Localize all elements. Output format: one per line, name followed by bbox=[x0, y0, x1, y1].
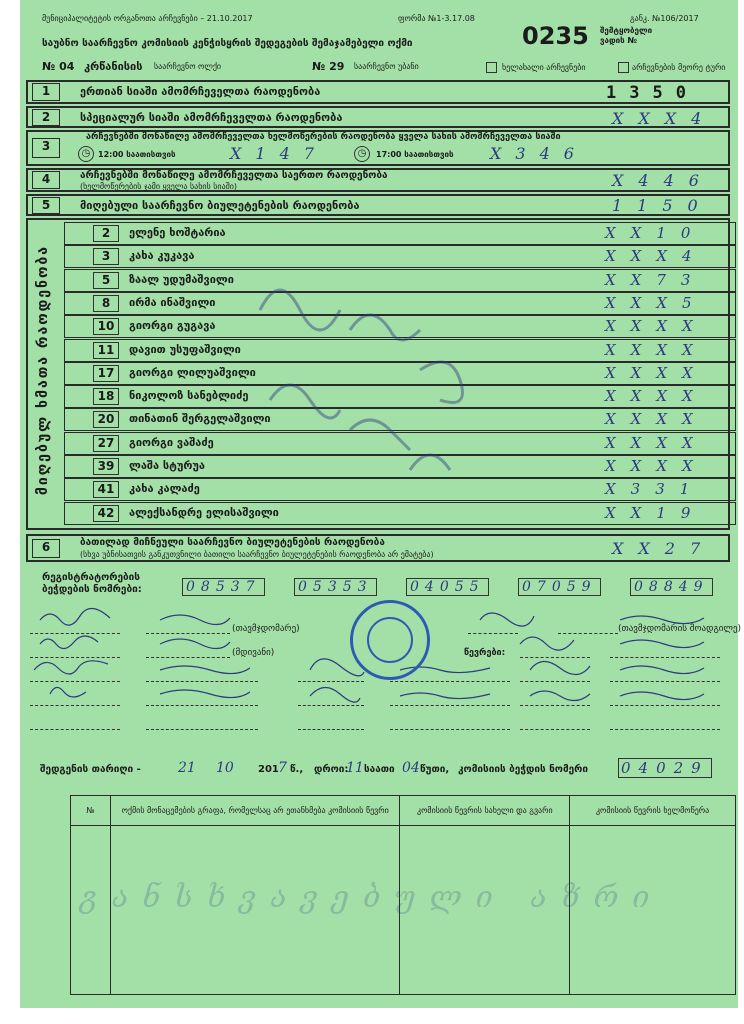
row-1-number: 1 bbox=[32, 83, 60, 101]
date-label: შედგენის თარიღი - bbox=[40, 764, 141, 775]
runoff-checkbox[interactable] bbox=[618, 62, 629, 73]
protocol-sheet bbox=[20, 0, 742, 1008]
date-year-suffix: 7 bbox=[278, 760, 287, 776]
runoff-label: არჩევნების მეორე ტური bbox=[632, 63, 726, 72]
registration-number-box bbox=[294, 578, 377, 596]
registration-label-2: ბეჭდების ნომრები: bbox=[42, 584, 142, 595]
row-5-value: 1150 bbox=[612, 196, 713, 215]
candidate-name: ზაალ უდუმაშვილი bbox=[129, 272, 234, 286]
row-6-number: 6 bbox=[32, 539, 60, 558]
candidate-number: 20 bbox=[93, 411, 119, 428]
row-2-value: XXX4 bbox=[612, 109, 717, 128]
precinct-number: № 29 bbox=[312, 60, 345, 73]
dissent-watermark: განსხვავებული აზრი bbox=[80, 880, 664, 915]
row-4-label: არჩევნებში მონაწილე ამომრჩეველთა საერთო რაოდენობა bbox=[80, 170, 388, 181]
candidate-number: 3 bbox=[93, 248, 119, 265]
date-year-prefix: 201 bbox=[258, 764, 279, 775]
time-2-icon: ◷ bbox=[354, 146, 370, 162]
members-label: წევრები: bbox=[464, 648, 506, 658]
table-header-signature: კომისიის წევრის ხელმოწერა bbox=[570, 796, 736, 826]
table-header-number: № bbox=[71, 796, 111, 826]
row-5 bbox=[26, 194, 730, 216]
candidate-name: ელენე ხოშტარია bbox=[129, 226, 226, 239]
candidate-number: 18 bbox=[93, 388, 119, 405]
registration-number-box bbox=[406, 578, 489, 596]
candidate-name: გიორგი ვაშაძე bbox=[129, 435, 214, 449]
candidate-name: კახა კალაძე bbox=[129, 482, 200, 496]
registration-number: 08849 bbox=[630, 578, 713, 596]
row-4-sublabel: (ხელმოწერების ჯამი ყველა სახის სიაში) bbox=[80, 182, 238, 191]
candidate-number: 27 bbox=[93, 435, 119, 452]
candidate-votes: XXXX bbox=[605, 433, 708, 452]
overlay-handwriting-text bbox=[380, 440, 393, 442]
secretary-label: (მდივანი) bbox=[232, 648, 275, 658]
candidate-number: 17 bbox=[93, 365, 119, 382]
candidate-name: გიორგი გუგავა bbox=[129, 319, 216, 333]
row-3-number: 3 bbox=[32, 138, 60, 158]
row-4-number: 4 bbox=[32, 171, 60, 189]
registration-number-box bbox=[182, 578, 265, 596]
candidate-number: 42 bbox=[93, 505, 119, 522]
candidate-votes: XX10 bbox=[605, 224, 706, 242]
candidate-name: ირმა ინაშვილი bbox=[129, 295, 216, 309]
org-line: მუნიციპალიტეტის ორგანოთა არჩევნები – 21.10.2017 bbox=[42, 14, 253, 23]
decree-number: განკ. №106/2017 bbox=[630, 14, 699, 23]
registration-number: 05353 bbox=[294, 578, 377, 596]
row-2-label: სპეციალურ სიაში ამომრჩეველთა რაოდენობა bbox=[80, 111, 343, 124]
repeat-election-label: ხელახალი არჩევნები bbox=[502, 63, 586, 72]
candidate-row bbox=[64, 222, 736, 245]
registration-number-box bbox=[630, 578, 713, 596]
candidate-name: თინათინ შერგელაშვილი bbox=[129, 412, 271, 426]
candidate-name: ნიკოლოზ სანებლიძე bbox=[129, 389, 249, 403]
candidate-votes: XXX5 bbox=[605, 293, 707, 312]
row-1-value: 1350 bbox=[606, 83, 699, 103]
chair-label: (თავმჯდომარე) bbox=[232, 624, 300, 634]
candidate-votes: XXXX bbox=[605, 363, 708, 382]
table-header-field: ოქმის მონაცემების გრაფა, რომელსაც არ ეთანხმება კომისიის წევრი bbox=[110, 796, 400, 826]
row-6-sublabel: (სხვა უბნისათვის განკუთვნილი ბათილი საარჩევნო ბიულეტენების რაოდენობა არ ემატება) bbox=[80, 550, 434, 559]
form-number: ფორმა №1-3.17.08 bbox=[398, 14, 475, 23]
deputy-label: (თავმჯდომარის მოადგილე) bbox=[618, 624, 742, 634]
candidate-votes: X331 bbox=[605, 480, 705, 499]
row-3 bbox=[26, 130, 730, 166]
candidate-votes: XX19 bbox=[605, 503, 706, 522]
candidate-name: ლაშა სტურუა bbox=[129, 459, 206, 472]
registration-label-1: რეგისტრატორების bbox=[42, 572, 140, 583]
candidate-votes: XX73 bbox=[605, 270, 706, 289]
candidate-number: 41 bbox=[93, 481, 119, 498]
row-3-value-1: X147 bbox=[230, 144, 328, 163]
row-2-number: 2 bbox=[32, 109, 60, 126]
row-4 bbox=[26, 168, 730, 192]
candidate-number: 2 bbox=[93, 225, 119, 242]
registration-number-box bbox=[518, 578, 601, 596]
overlay-handwriting-mark bbox=[200, 250, 530, 510]
row-3-label: არჩევნებში მონაწილე ამომრჩეველთა ხელმოწერების რაოდენობა ყველა სახის ამომრჩეველთა სიაში bbox=[86, 132, 561, 142]
registration-number: 04055 bbox=[406, 578, 489, 596]
row-6 bbox=[26, 534, 730, 562]
row-6-label: ბათილად მიჩნეული საარჩევნო ბიულეტენების რაოდენობა bbox=[80, 537, 385, 548]
commission-stamp bbox=[350, 600, 430, 680]
row-5-label: მიღებული საარჩევნო ბიულეტენების რაოდენობა bbox=[80, 199, 360, 212]
protocol-title: საუბნო საარჩევნო კომისიის კენჭისყრის შედეგების შემაჯამებელი ოქმი bbox=[42, 38, 413, 49]
candidate-name: გიორგი ლილუაშვილი bbox=[129, 365, 256, 379]
row-3-time-1: 12:00 საათისთვის bbox=[98, 150, 176, 159]
seal-label: შემტყობელი ვადის № bbox=[600, 26, 653, 45]
row-5-number: 5 bbox=[32, 197, 60, 214]
time-label: დროი: bbox=[314, 764, 349, 775]
district-suffix: საარჩევნო ოლქი bbox=[154, 62, 222, 71]
time-minute-suffix: წუთი, bbox=[420, 764, 450, 775]
candidate-number: 8 bbox=[93, 295, 119, 312]
table-header-name: კომისიის წევრის სახელი და გვარი bbox=[400, 796, 570, 826]
protocol-number: 0235 bbox=[522, 22, 589, 50]
seal-number-label: კომისიის ბეჭდის ნომერი bbox=[458, 764, 589, 775]
row-1-label: ერთიან სიაში ამომრჩეველთა რაოდენობა bbox=[80, 85, 321, 98]
votes-sidebar-label: მიღებულ ხმათა რაოდენობა bbox=[35, 244, 51, 496]
date-year-tail: წ., bbox=[290, 764, 304, 775]
row-6-value: XX27 bbox=[612, 539, 716, 558]
candidate-number: 39 bbox=[93, 458, 119, 475]
candidate-number: 10 bbox=[93, 318, 119, 335]
row-3-time-2: 17:00 საათისთვის bbox=[376, 150, 454, 159]
row-2 bbox=[26, 106, 730, 128]
candidate-votes: XXXX bbox=[605, 387, 708, 406]
row-3-value-2: X346 bbox=[490, 144, 588, 163]
candidate-name: კახა კუკავა bbox=[129, 249, 195, 263]
candidate-number: 11 bbox=[93, 342, 119, 359]
candidate-votes: XXXX bbox=[605, 317, 708, 336]
district-name: კრწანისის bbox=[84, 60, 143, 73]
repeat-election-checkbox[interactable] bbox=[486, 62, 497, 73]
time-1-icon: ◷ bbox=[78, 146, 94, 162]
date-day: 21 bbox=[178, 760, 196, 776]
candidate-votes: XXXX bbox=[605, 410, 708, 429]
seal-number: 04029 bbox=[618, 758, 712, 778]
date-month: 10 bbox=[216, 760, 234, 776]
row-4-value: X446 bbox=[612, 171, 714, 190]
candidate-name: დავით უსუფაშვილი bbox=[129, 342, 241, 356]
time-hour-suffix: საათი bbox=[364, 764, 395, 775]
candidate-name: ალექსანდრე ელისაშვილი bbox=[129, 505, 279, 519]
candidate-votes: XXX4 bbox=[605, 247, 707, 266]
row-1 bbox=[26, 80, 730, 104]
district-number: № 04 bbox=[42, 60, 75, 73]
registration-number: 08537 bbox=[182, 578, 265, 596]
candidate-votes: XXXX bbox=[605, 340, 708, 359]
candidate-number: 5 bbox=[93, 272, 119, 289]
registration-number: 07059 bbox=[518, 578, 601, 596]
time-minute: 04 bbox=[402, 760, 420, 776]
candidate-votes: XXXX bbox=[605, 457, 708, 475]
time-hour: 11 bbox=[346, 760, 364, 776]
precinct-suffix: საარჩევნო უბანი bbox=[354, 62, 419, 71]
